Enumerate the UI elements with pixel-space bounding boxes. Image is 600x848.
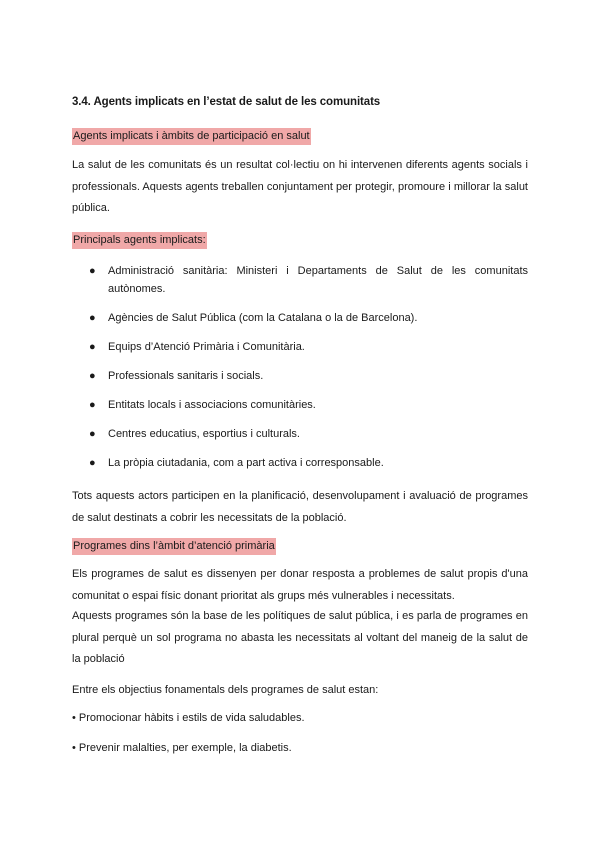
intro-paragraph: La salut de les comunitats és un resultat col·lectiu on hi intervenen diferents agents socials i professionals. Aquests agents treballen conjuntament per protegir, promoure i millorar la salut pública. [72,159,528,214]
list-item: ● Equips d’Atenció Primària i Comunitària. [72,338,528,356]
list-item: ● Agències de Salut Pública (com la Catalana o la de Barcelona). [72,309,528,327]
objective-item: • Promocionar hàbits i estils de vida saludables. [72,712,305,724]
highlighted-subtitle-programs: Programes dins l’àmbit d’atenció primària [72,538,276,555]
objective-item: • Prevenir malalties, per exemple, la diabetis. [72,742,292,754]
highlighted-subtitle-agents: Principals agents implicats: [72,232,207,249]
list-item: ● Entitats locals i associacions comunitàries. [72,396,528,414]
highlighted-subtitle-participation: Agents implicats i àmbits de participació en salut [72,128,311,145]
list-item: ● Professionals sanitaris i socials. [72,367,528,385]
bullet-icon: ● [89,265,96,277]
bullet-icon: ● [89,428,96,440]
section-heading: 3.4. Agents implicats en l’estat de salut de les comunitats [72,96,381,108]
agents-list [72,262,528,472]
bullet-icon: ● [89,341,96,353]
list-item: ● Centres educatius, esportius i culturals. [72,425,528,443]
programs-paragraph-1: Els programes de salut es dissenyen per donar resposta a problemes de salut propis d'una comunitat o espai físic donant prioritat als grups més vulnerables i necessitats. [72,568,528,602]
objectives-intro: Entre els objectius fonamentals dels programes de salut estan: [72,684,379,696]
bullet-icon: ● [89,457,96,469]
bullet-icon: ● [89,370,96,382]
list-item: ● La pròpia ciutadania, com a part activa i corresponsable. [72,454,528,472]
list-item: ● Administració sanitària: Ministeri i Departaments de Salut de les comunitats autònomes. [72,262,528,298]
bullet-icon: ● [89,312,96,324]
bullet-icon: ● [89,399,96,411]
agents-closing-paragraph: Tots aquests actors participen en la planificació, desenvolupament i avaluació de programes de salut destinats a cobrir les necessitats de la població. [72,490,528,524]
programs-paragraph-2: Aquests programes són la base de les polítiques de salut pública, i es parla de programes en plural perquè un sol programa no abasta les necessitats al voltant del maneig de la salut de la població [72,610,528,665]
